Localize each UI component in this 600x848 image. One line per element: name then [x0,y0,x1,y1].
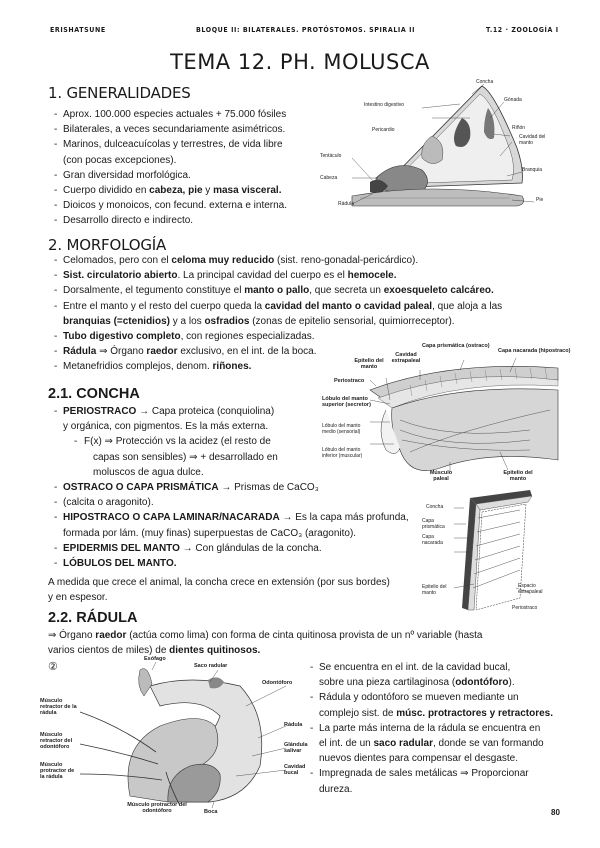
list-item: capas son sensibles) ⇒ + desarrollado en [93,451,278,463]
list-item: dureza. [319,783,353,795]
list-item: - Rádula ⇒ Órgano raedor exclusivo, en el int. de la boca. [54,344,502,359]
concha-para-1: A medida que crece el animal, la concha crece en extensión (por sus bordes) [48,577,390,588]
list-item: complejo sist. de músc. protractores y retractores. [319,707,553,719]
label-radula-2: Rádula [284,722,303,728]
list-item: - Aprox. 100.000 especies actuales + 75.000 fósiles [54,107,287,122]
list-item: - PERIOSTRACO → Capa proteica (conquiolina) [54,404,409,419]
list-item: - Dioicos y monoicos, con fecund. externa e interna. [54,198,287,213]
label-periostraco-2: Periostraco [512,605,538,611]
list-item: - Impregnada de sales metálicas ⇒ Proporcionar [310,766,553,781]
list-item: - Cuerpo dividido en cabeza, pie y masa visceral. [54,183,287,198]
label-branquia: Branquia [522,167,543,173]
list-item: - EPIDERMIS DEL MANTO → Con glándulas de la concha. [54,541,409,556]
list-item: - Celomados, pero con el celoma muy reducido (sist. reno-gonadal-pericárdico). [54,253,502,268]
list-item: - Marinos, dulceacuícolas y terrestres, de vida libre [54,137,287,152]
label-lobulo-superior: Lóbulo del manto superior (secretor) [322,396,371,408]
label-radula: Rádula [338,201,354,207]
label-lobulo-inferior: Lóbulo del manto inferior (muscular) [322,447,363,459]
list-item: - F(x) ⇒ Protección vs la acidez (el resto de [54,434,409,449]
label-capa-prismatica-2: Capa prismática [422,518,445,530]
list-item: nuevos dientes para compensar el desgaste. [319,753,519,765]
list-item: - Desarrollo directo e indirecto. [54,213,287,228]
label-concha: Concha [476,79,494,85]
label-musculo-protractor-odontoforo: Músculo protractor del odontóforo [127,802,187,814]
list-item: (con pocas excepciones). [63,154,177,166]
list-item: - Tubo digestivo completo, con regiones especializadas. [54,329,502,344]
radula-intro-2: varios cientos de miles) de dientes quitinosos. [48,645,261,656]
label-epitelio-manto-3: Epitelio del manto [422,584,447,596]
label-concha-2: Concha [426,504,444,510]
figure-shell-section [420,488,550,618]
list-item: - Bilaterales, a veces secundariamente asimétricos. [54,122,287,137]
label-cavidad-bucal: Cavidad bucal [284,764,306,776]
list-item: - Metanefridios complejos, denom. riñones. [54,359,502,374]
list-item: el int. de un saco radular, donde se van formando [319,738,544,750]
page-number: 80 [551,808,560,817]
label-musculo-retractor-radula: Músculo retractor de la rádula [40,698,77,716]
list-item: branquias (=ctenidios) y a los osfradios (zonas de epitelio sensorial, quimiorreceptor). [63,315,455,327]
label-epitelio-manto-2: Epitelio del manto [503,470,533,482]
list-item: - Entre el manto y el resto del cuerpo queda la cavidad del manto o cavidad paleal, que aloja a las [54,299,502,314]
label-musculo-protractor-radula: Músculo protractor de la rádula [40,762,75,780]
list-item: moluscos de agua dulce. [93,466,204,478]
radula-intro-1: ⇒ Órgano raedor (actúa como lima) con forma de cinta quitinosa provista de un nº variable (hasta [48,630,483,641]
heading-radula: 2.2. RÁDULA [48,610,138,626]
label-boca: Boca [204,809,218,815]
label-glandula-salivar: Glándula salivar [284,742,308,754]
list-item: - Dorsalmente, el tegumento constituye el manto o pallo, que secreta un exoesqueleto calcáreo. [54,283,502,298]
label-pericardio: Pericardio [372,127,395,133]
label-capa-nacarada-2: Capa nacarada [422,534,443,546]
list-item: - Se encuentra en el int. de la cavidad bucal, [310,660,553,675]
list-item: y orgánica, con pigmentos. Es la más externa. [63,421,269,433]
page-title: TEMA 12. PH. MOLUSCA [170,50,430,74]
concha-para-2: y en espesor. [48,592,108,603]
header-right: T.12 · ZOOLOGÍA I [486,26,559,34]
label-odontoforo: Odontóforo [262,680,293,686]
figure-mollusk-body [312,78,557,210]
label-capa-nacarada: Capa nacarada (hipostraco) [498,348,571,354]
list-item: - (calcita o aragonito). [54,495,409,510]
radula-figure-marker: ② [48,661,58,673]
label-cabeza: Cabeza [320,175,338,181]
list-item: - Rádula y odontóforo se mueven mediante un [310,690,553,705]
list-item: - LÓBULOS DEL MANTO. [54,556,409,571]
heading-morfologia: 2. MORFOLOGÍA [48,236,167,254]
label-esofago: Esófago [144,656,166,662]
label-saco-radular: Saco radular [194,663,228,669]
header-center: BLOQUE II: BILATERALES. PROTÓSTOMOS. SPIRALIA II [196,26,416,34]
figure-mantle-edge [322,340,571,490]
list-item: - HIPOSTRACO O CAPA LAMINAR/NACARADA → Es la capa más profunda, [54,510,409,525]
label-rinon: Riñón [512,125,526,131]
label-musculo-retractor-odontoforo: Músculo retractor del odontóforo [40,732,73,750]
list-item: formada por lám. (muy finas) superpuestas de CaCO₃ (aragonito). [63,527,357,539]
header-left: ERISHATSUNE [50,26,106,34]
label-lobulo-medio: Lóbulo del manto medio (sensorial) [322,423,361,435]
heading-generalidades: 1. GENERALIDADES [48,84,191,102]
label-gonada: Gónada [504,97,522,103]
list-item: - La parte más interna de la rádula se encuentra en [310,721,553,736]
list-item: - OSTRACO O CAPA PRISMÁTICA → Prismas de CaCO₃ [54,480,409,495]
label-epitelio-manto: Epitelio del manto [354,358,384,370]
list-item: sobre una pieza cartilaginosa (odontóforo). [319,677,515,689]
label-tentaculo: Tentáculo [320,153,342,159]
figure-radula-apparatus [40,656,308,818]
label-intestino: Intestino digestivo [364,102,405,108]
label-pie: Pie [536,197,544,203]
label-cavidad-manto: Cavidad del manto [519,134,546,146]
heading-concha: 2.1. CONCHA [48,386,140,402]
label-periostraco: Periostraco [334,378,365,384]
label-capa-prismatica: Capa prismática (ostraco) [422,343,490,349]
label-cavidad-extrapaleal: Cavidad extrapaleal [391,352,421,364]
label-musculo-paleal: Músculo paleal [429,470,453,482]
list-item: - Sist. circulatorio abierto. La principal cavidad del cuerpo es el hemocele. [54,268,502,283]
label-espacio-extrapaleal: Espacio extrapaleal [518,583,543,595]
list-radula [310,660,553,797]
list-item: - Gran diversidad morfológica. [54,168,287,183]
list-generalidades [54,107,287,229]
